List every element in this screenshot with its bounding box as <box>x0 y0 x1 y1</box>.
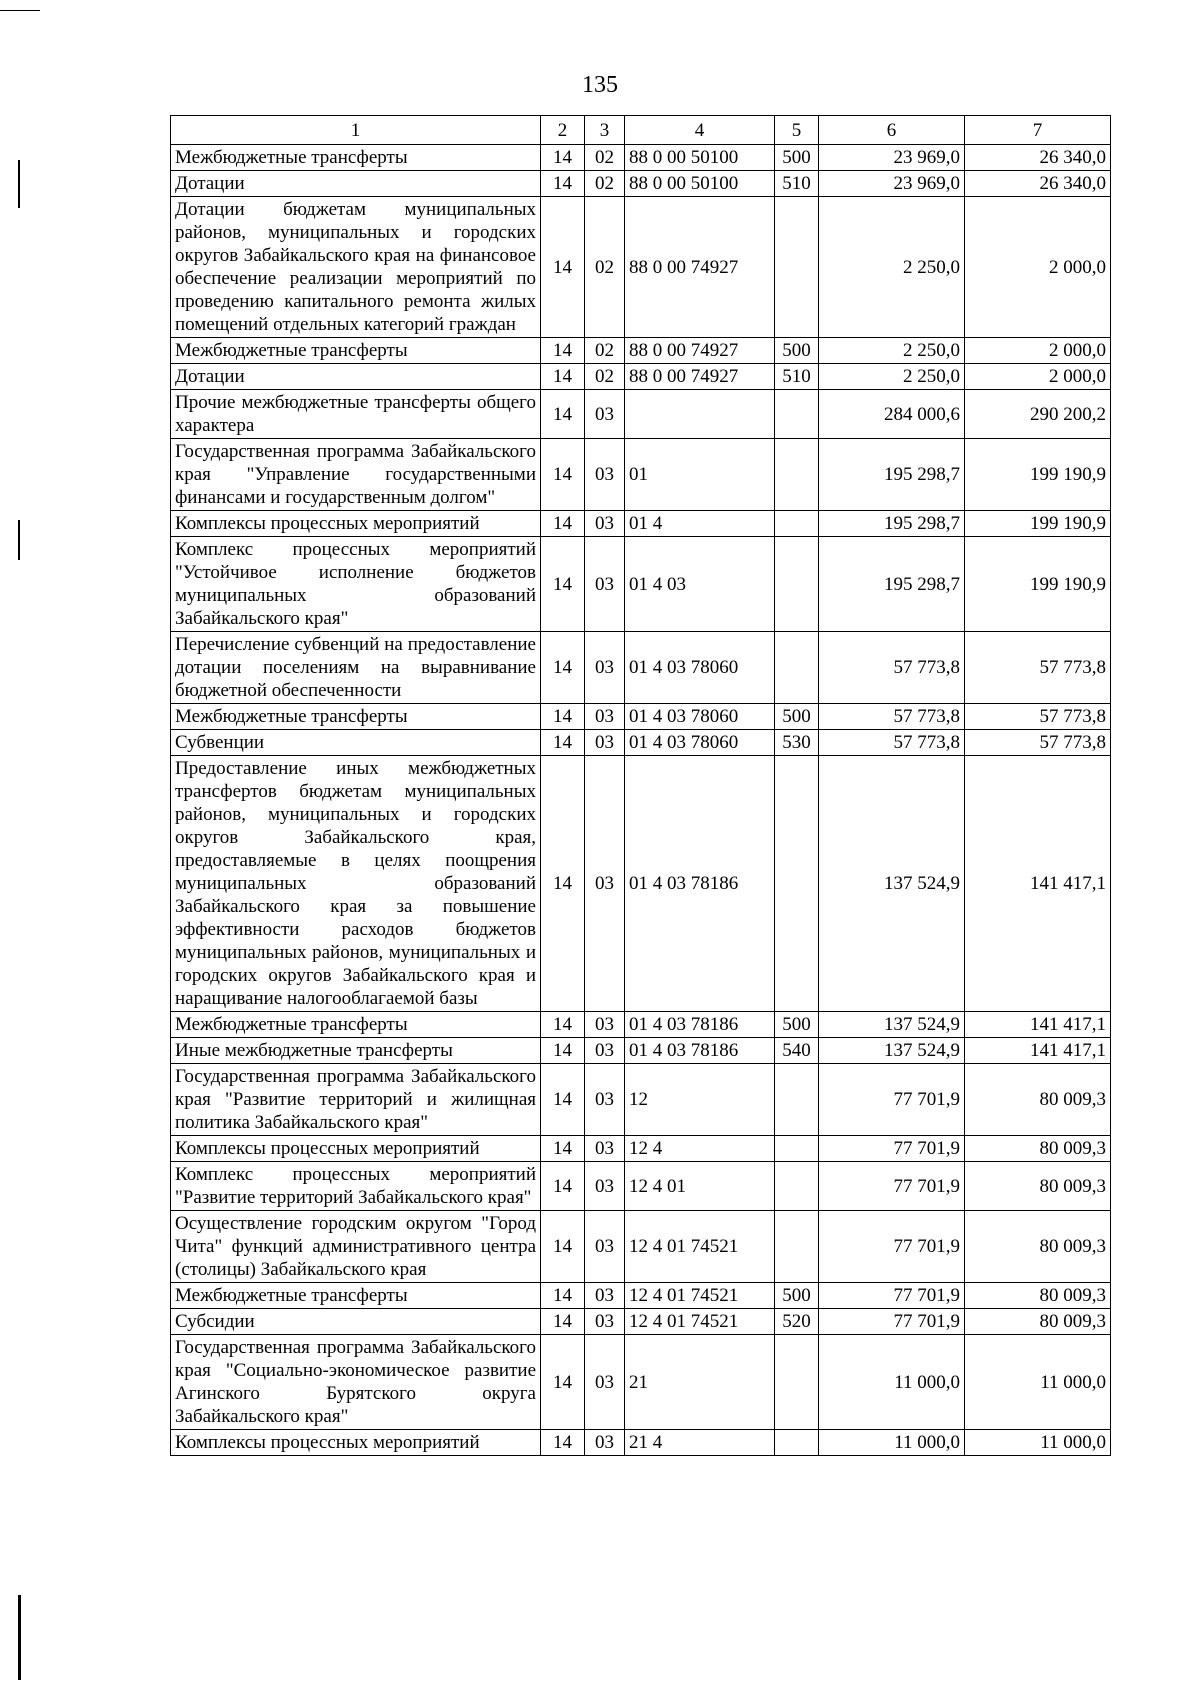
row-col7-value: 199 190,9 <box>965 511 1111 537</box>
row-col3-cell: 03 <box>585 632 625 704</box>
row-col6-value: 57 773,8 <box>819 730 965 756</box>
row-code-cell <box>625 390 775 439</box>
row-col6-value: 23 969,0 <box>819 171 965 197</box>
row-col2-cell: 14 <box>541 197 585 338</box>
row-name-cell: Межбюджетные трансферты <box>171 338 541 364</box>
row-col3-cell: 03 <box>585 1012 625 1038</box>
table-row <box>171 197 1111 338</box>
row-col5-cell <box>775 1162 819 1211</box>
row-col6-value: 77 701,9 <box>819 1211 965 1283</box>
row-col3-cell: 03 <box>585 1038 625 1064</box>
row-col5-cell: 500 <box>775 1283 819 1309</box>
row-code-cell: 12 4 01 74521 <box>625 1211 775 1283</box>
row-col3-cell: 03 <box>585 439 625 511</box>
table-row <box>171 1309 1111 1335</box>
column-header: 6 <box>819 116 965 145</box>
table-row <box>171 171 1111 197</box>
table-row <box>171 1283 1111 1309</box>
row-col6-value: 195 298,7 <box>819 511 965 537</box>
row-name-cell: Прочие межбюджетные трансферты общего характера <box>171 390 541 439</box>
row-code-cell: 01 4 03 78060 <box>625 730 775 756</box>
row-col6-value: 57 773,8 <box>819 704 965 730</box>
table-row <box>171 632 1111 704</box>
row-code-cell: 01 <box>625 439 775 511</box>
row-col6-value: 77 701,9 <box>819 1283 965 1309</box>
row-col5-cell <box>775 1430 819 1456</box>
column-header: 7 <box>965 116 1111 145</box>
row-name-cell: Межбюджетные трансферты <box>171 704 541 730</box>
table-row <box>171 1430 1111 1456</box>
row-col7-value: 80 009,3 <box>965 1136 1111 1162</box>
row-col2-cell: 14 <box>541 511 585 537</box>
row-col6-value: 137 524,9 <box>819 1012 965 1038</box>
row-col6-value: 284 000,6 <box>819 390 965 439</box>
table-row <box>171 390 1111 439</box>
row-col6-value: 137 524,9 <box>819 1038 965 1064</box>
column-header: 1 <box>171 116 541 145</box>
row-col7-value: 141 417,1 <box>965 756 1111 1012</box>
row-col3-cell: 03 <box>585 1430 625 1456</box>
row-col2-cell: 14 <box>541 730 585 756</box>
row-name-cell: Государственная программа Забайкальского края "Развитие территорий и жилищная политика Забайкальского края" <box>171 1064 541 1136</box>
row-col7-value: 199 190,9 <box>965 537 1111 632</box>
row-col7-value: 141 417,1 <box>965 1038 1111 1064</box>
row-code-cell: 12 4 01 74521 <box>625 1283 775 1309</box>
row-col7-value: 11 000,0 <box>965 1430 1111 1456</box>
row-col2-cell: 14 <box>541 171 585 197</box>
row-col2-cell: 14 <box>541 439 585 511</box>
row-code-cell: 01 4 03 78186 <box>625 1012 775 1038</box>
row-col5-cell <box>775 1064 819 1136</box>
row-col2-cell: 14 <box>541 1162 585 1211</box>
row-code-cell: 88 0 00 74927 <box>625 364 775 390</box>
row-col3-cell: 03 <box>585 1064 625 1136</box>
row-col6-value: 195 298,7 <box>819 537 965 632</box>
table-body <box>171 145 1111 1456</box>
row-col7-value: 26 340,0 <box>965 145 1111 171</box>
row-name-cell: Межбюджетные трансферты <box>171 145 541 171</box>
row-col5-cell <box>775 439 819 511</box>
row-col3-cell: 02 <box>585 171 625 197</box>
row-col2-cell: 14 <box>541 1211 585 1283</box>
row-col2-cell: 14 <box>541 1309 585 1335</box>
row-col5-cell: 500 <box>775 338 819 364</box>
row-col5-cell: 540 <box>775 1038 819 1064</box>
row-name-cell: Дотации <box>171 171 541 197</box>
row-col6-value: 77 701,9 <box>819 1064 965 1136</box>
row-col5-cell: 500 <box>775 1012 819 1038</box>
table-row <box>171 756 1111 1012</box>
row-col5-cell: 500 <box>775 145 819 171</box>
table-row <box>171 511 1111 537</box>
row-code-cell: 01 4 <box>625 511 775 537</box>
row-name-cell: Предоставление иных межбюджетных трансфертов бюджетам муниципальных районов, муниципальных и городских округов Забайкальского края, предоставляемые в целях поощрения муниципальных образований Забайкальского края за повышение эффективности расходов бюджетов муниципальных районов, муниципальных и городских округов Забайкальского края и наращивание налогооблагаемой базы <box>171 756 541 1012</box>
row-col2-cell: 14 <box>541 704 585 730</box>
table-row <box>171 1162 1111 1211</box>
table-row <box>171 1211 1111 1283</box>
row-code-cell: 01 4 03 78186 <box>625 1038 775 1064</box>
row-col7-value: 2 000,0 <box>965 197 1111 338</box>
page-number: 135 <box>582 72 618 98</box>
row-code-cell: 01 4 03 78060 <box>625 632 775 704</box>
scan-mark <box>18 520 20 560</box>
row-col3-cell: 03 <box>585 756 625 1012</box>
row-name-cell: Государственная программа Забайкальского края "Управление государственными финансами и государственным долгом" <box>171 439 541 511</box>
row-col2-cell: 14 <box>541 1335 585 1430</box>
row-col5-cell <box>775 632 819 704</box>
row-code-cell: 88 0 00 50100 <box>625 145 775 171</box>
table-row <box>171 1012 1111 1038</box>
row-col5-cell: 510 <box>775 171 819 197</box>
row-code-cell: 88 0 00 74927 <box>625 338 775 364</box>
row-col2-cell: 14 <box>541 1283 585 1309</box>
row-code-cell: 01 4 03 78186 <box>625 756 775 1012</box>
table-row <box>171 338 1111 364</box>
row-col5-cell <box>775 511 819 537</box>
scan-mark <box>18 1595 21 1680</box>
row-col3-cell: 03 <box>585 1162 625 1211</box>
row-col5-cell <box>775 1211 819 1283</box>
row-col6-value: 11 000,0 <box>819 1430 965 1456</box>
row-col2-cell: 14 <box>541 145 585 171</box>
row-name-cell: Комплексы процессных мероприятий <box>171 511 541 537</box>
row-col2-cell: 14 <box>541 1012 585 1038</box>
table-row <box>171 730 1111 756</box>
row-code-cell: 21 <box>625 1335 775 1430</box>
row-col2-cell: 14 <box>541 338 585 364</box>
scan-mark <box>0 10 40 11</box>
row-col7-value: 26 340,0 <box>965 171 1111 197</box>
row-col6-value: 2 250,0 <box>819 364 965 390</box>
row-code-cell: 12 4 01 74521 <box>625 1309 775 1335</box>
row-name-cell: Субсидии <box>171 1309 541 1335</box>
row-name-cell: Государственная программа Забайкальского края "Социально-экономическое развитие Агинского Бурятского округа Забайкальского края" <box>171 1335 541 1430</box>
row-code-cell: 88 0 00 50100 <box>625 171 775 197</box>
row-code-cell: 12 4 01 <box>625 1162 775 1211</box>
row-col5-cell: 520 <box>775 1309 819 1335</box>
row-col2-cell: 14 <box>541 1136 585 1162</box>
row-col3-cell: 03 <box>585 1136 625 1162</box>
row-col5-cell: 530 <box>775 730 819 756</box>
table-row <box>171 1136 1111 1162</box>
row-col2-cell: 14 <box>541 632 585 704</box>
row-name-cell: Осуществление городским округом "Город Чита" функций административного центра (столицы) Забайкальского края <box>171 1211 541 1283</box>
budget-table <box>170 115 1111 1456</box>
row-col6-value: 23 969,0 <box>819 145 965 171</box>
row-col7-value: 80 009,3 <box>965 1064 1111 1136</box>
row-col6-value: 77 701,9 <box>819 1162 965 1211</box>
row-col7-value: 80 009,3 <box>965 1309 1111 1335</box>
column-header: 4 <box>625 116 775 145</box>
row-code-cell: 01 4 03 <box>625 537 775 632</box>
row-col2-cell: 14 <box>541 537 585 632</box>
column-header: 5 <box>775 116 819 145</box>
row-col7-value: 2 000,0 <box>965 364 1111 390</box>
row-col3-cell: 03 <box>585 704 625 730</box>
row-col6-value: 195 298,7 <box>819 439 965 511</box>
table-row <box>171 537 1111 632</box>
row-col3-cell: 03 <box>585 1211 625 1283</box>
row-col6-value: 11 000,0 <box>819 1335 965 1430</box>
row-col2-cell: 14 <box>541 390 585 439</box>
row-name-cell: Комплексы процессных мероприятий <box>171 1430 541 1456</box>
row-col5-cell <box>775 197 819 338</box>
row-col3-cell: 03 <box>585 1309 625 1335</box>
row-col6-value: 77 701,9 <box>819 1309 965 1335</box>
row-col5-cell: 510 <box>775 364 819 390</box>
row-col3-cell: 03 <box>585 390 625 439</box>
row-col2-cell: 14 <box>541 1064 585 1136</box>
row-col5-cell <box>775 756 819 1012</box>
row-col3-cell: 02 <box>585 145 625 171</box>
table-row <box>171 439 1111 511</box>
header-row <box>171 116 1111 145</box>
row-col3-cell: 03 <box>585 1335 625 1430</box>
row-col2-cell: 14 <box>541 756 585 1012</box>
row-col7-value: 57 773,8 <box>965 704 1111 730</box>
table-row <box>171 1064 1111 1136</box>
row-name-cell: Дотации <box>171 364 541 390</box>
row-col6-value: 2 250,0 <box>819 338 965 364</box>
table-row <box>171 145 1111 171</box>
row-col5-cell <box>775 390 819 439</box>
row-col7-value: 290 200,2 <box>965 390 1111 439</box>
row-col3-cell: 03 <box>585 730 625 756</box>
row-col7-value: 199 190,9 <box>965 439 1111 511</box>
column-header: 3 <box>585 116 625 145</box>
row-code-cell: 12 <box>625 1064 775 1136</box>
row-col3-cell: 03 <box>585 1283 625 1309</box>
row-col7-value: 80 009,3 <box>965 1211 1111 1283</box>
row-col5-cell <box>775 1136 819 1162</box>
row-col7-value: 141 417,1 <box>965 1012 1111 1038</box>
row-name-cell: Иные межбюджетные трансферты <box>171 1038 541 1064</box>
row-name-cell: Комплекс процессных мероприятий "Развитие территорий Забайкальского края" <box>171 1162 541 1211</box>
row-code-cell: 01 4 03 78060 <box>625 704 775 730</box>
table-row <box>171 1038 1111 1064</box>
row-col7-value: 11 000,0 <box>965 1335 1111 1430</box>
row-col7-value: 80 009,3 <box>965 1162 1111 1211</box>
row-col3-cell: 02 <box>585 338 625 364</box>
row-col3-cell: 02 <box>585 197 625 338</box>
row-name-cell: Межбюджетные трансферты <box>171 1012 541 1038</box>
row-col3-cell: 03 <box>585 511 625 537</box>
row-name-cell: Межбюджетные трансферты <box>171 1283 541 1309</box>
table-row <box>171 1335 1111 1430</box>
table-row <box>171 704 1111 730</box>
scan-mark <box>18 160 20 208</box>
row-name-cell: Перечисление субвенций на предоставление дотации поселениям на выравнивание бюджетной обеспеченности <box>171 632 541 704</box>
row-name-cell: Комплексы процессных мероприятий <box>171 1136 541 1162</box>
table-row <box>171 364 1111 390</box>
row-col5-cell <box>775 537 819 632</box>
row-col5-cell: 500 <box>775 704 819 730</box>
row-code-cell: 12 4 <box>625 1136 775 1162</box>
row-code-cell: 21 4 <box>625 1430 775 1456</box>
row-col5-cell <box>775 1335 819 1430</box>
row-col2-cell: 14 <box>541 364 585 390</box>
row-col3-cell: 02 <box>585 364 625 390</box>
row-col6-value: 137 524,9 <box>819 756 965 1012</box>
column-header: 2 <box>541 116 585 145</box>
row-col2-cell: 14 <box>541 1430 585 1456</box>
row-code-cell: 88 0 00 74927 <box>625 197 775 338</box>
row-name-cell: Дотации бюджетам муниципальных районов, муниципальных и городских округов Забайкальского края на финансовое обеспечение реализации мероприятий по проведению капитального ремонта жилых помещений отдельных категорий граждан <box>171 197 541 338</box>
row-name-cell: Комплекс процессных мероприятий "Устойчивое исполнение бюджетов муниципальных образований Забайкальского края" <box>171 537 541 632</box>
row-col7-value: 80 009,3 <box>965 1283 1111 1309</box>
row-col3-cell: 03 <box>585 537 625 632</box>
row-col7-value: 57 773,8 <box>965 632 1111 704</box>
row-col6-value: 57 773,8 <box>819 632 965 704</box>
row-col2-cell: 14 <box>541 1038 585 1064</box>
row-name-cell: Субвенции <box>171 730 541 756</box>
row-col7-value: 57 773,8 <box>965 730 1111 756</box>
row-col7-value: 2 000,0 <box>965 338 1111 364</box>
row-col6-value: 2 250,0 <box>819 197 965 338</box>
row-col6-value: 77 701,9 <box>819 1136 965 1162</box>
